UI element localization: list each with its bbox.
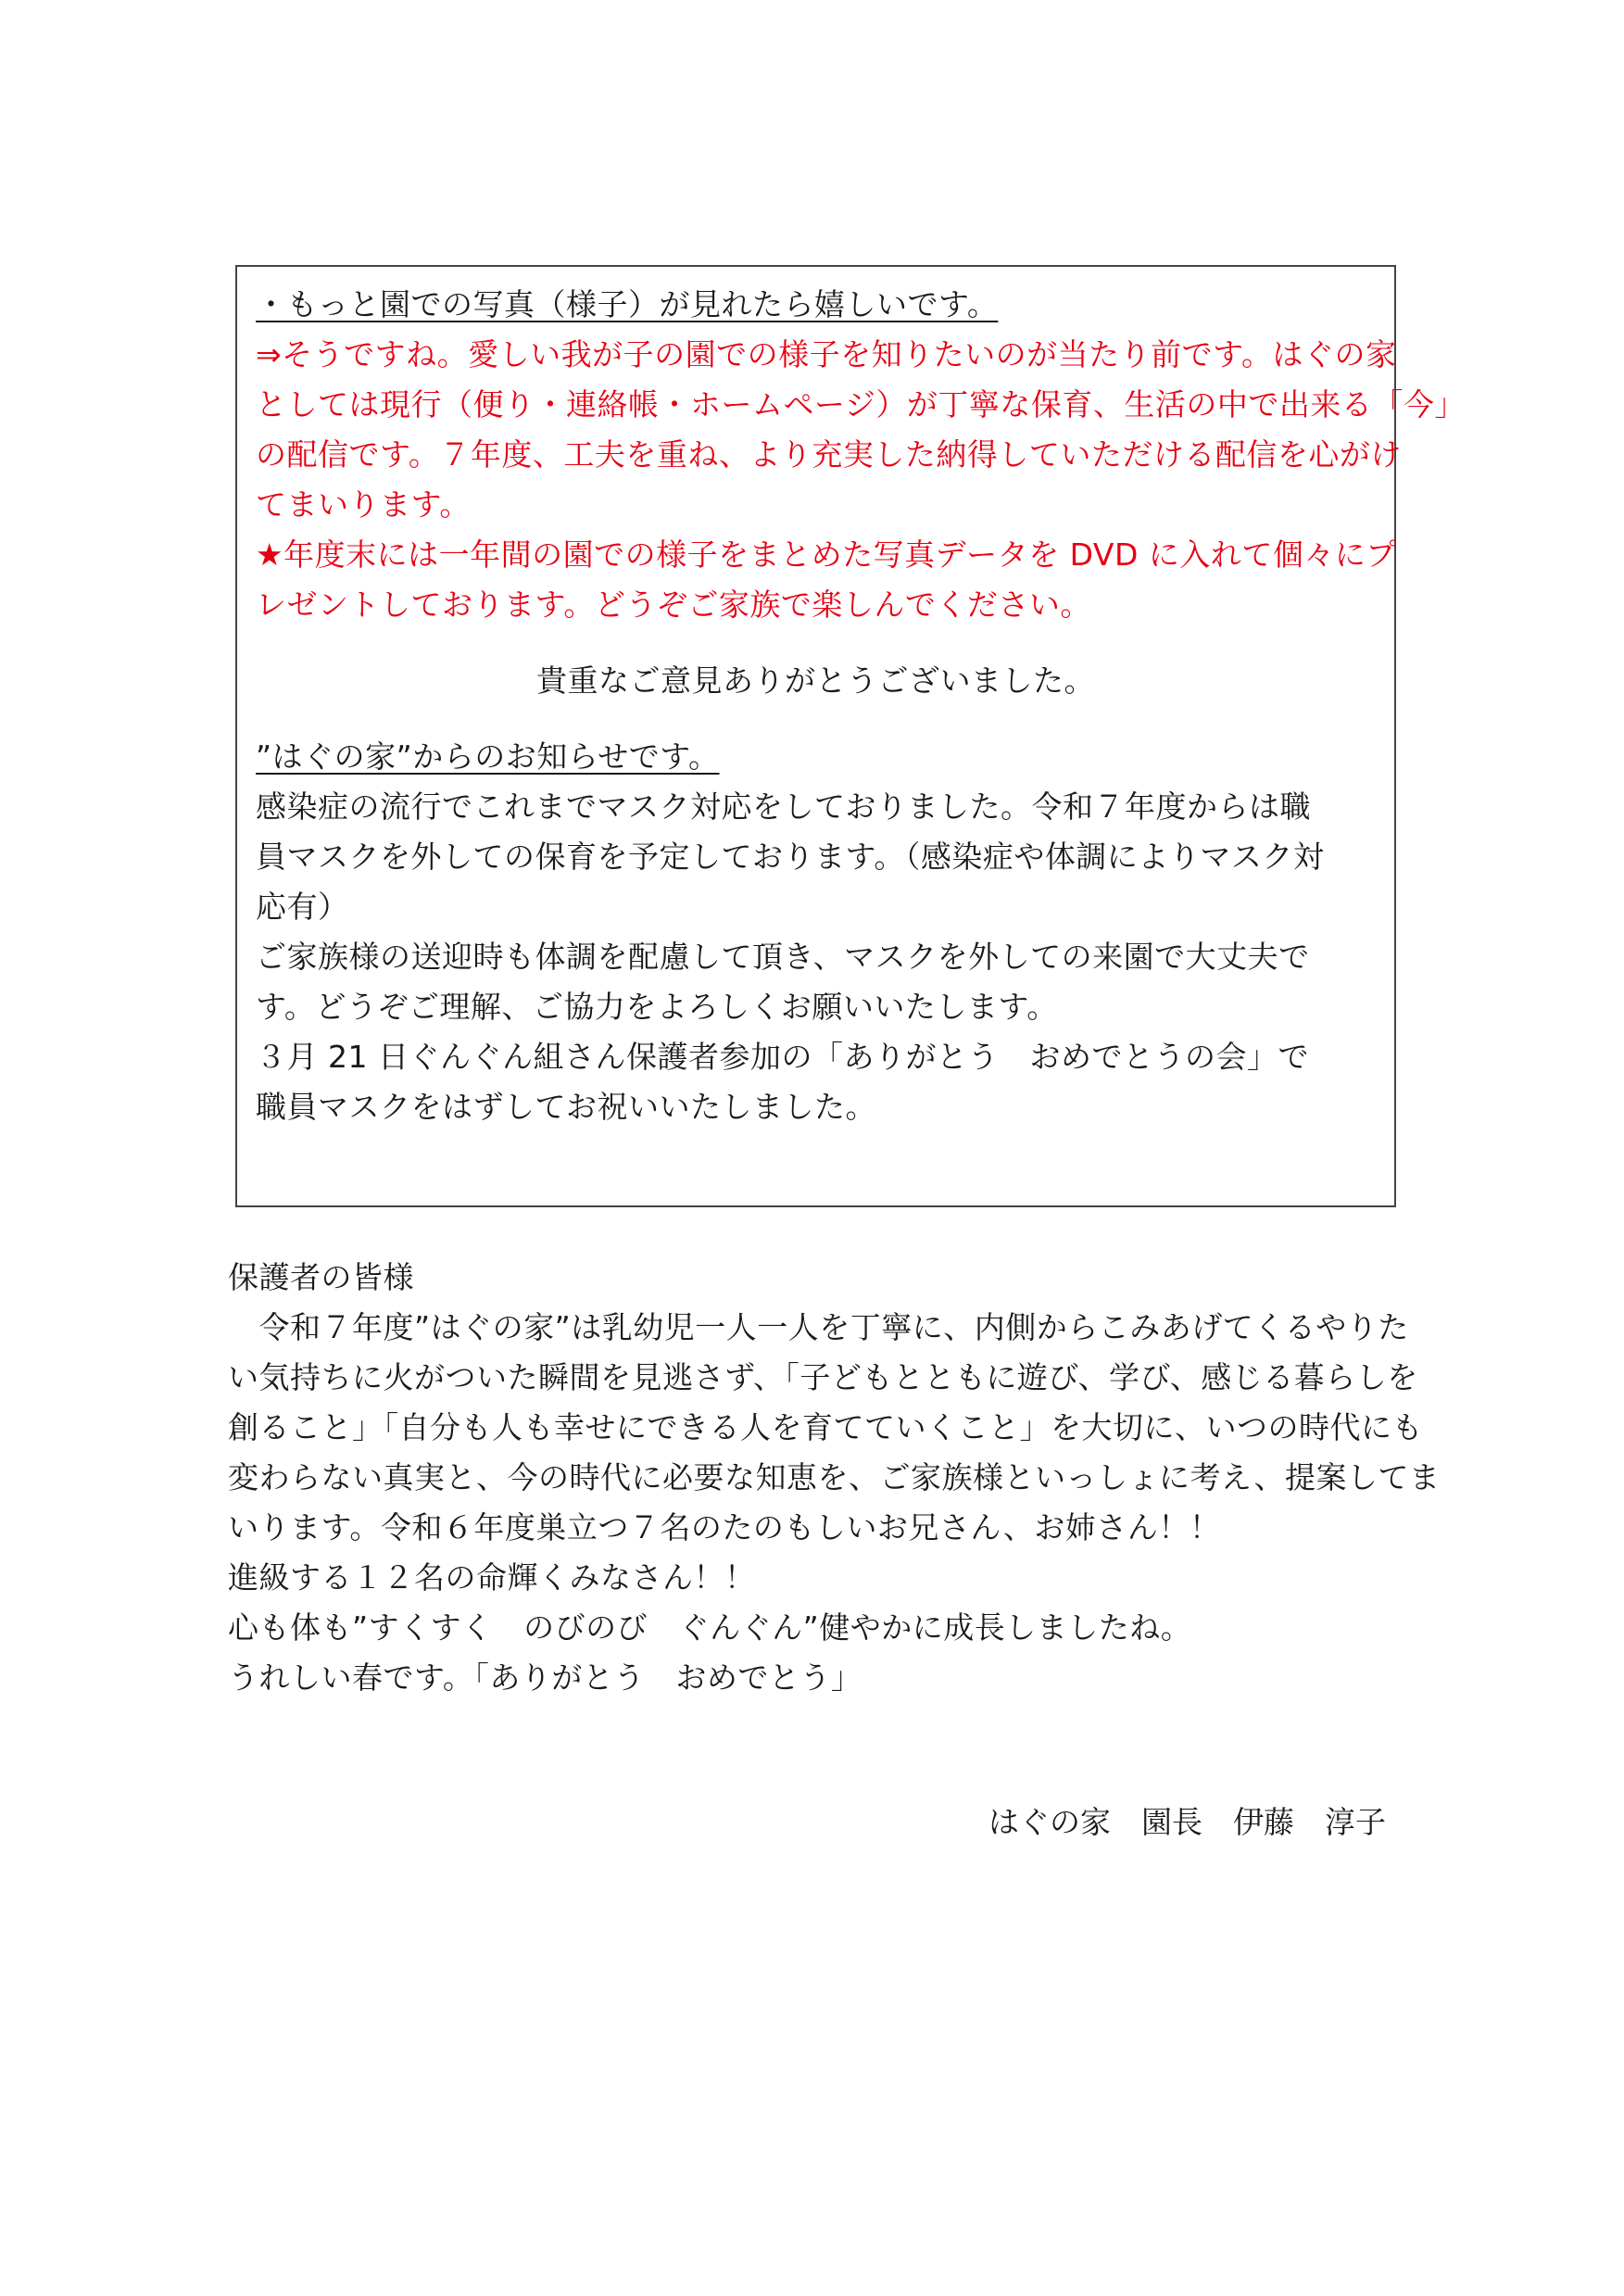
notice-line: 応有）	[256, 889, 349, 925]
answer-line: の配信です。７年度、工夫を重ね、より充実した納得していただける配信を心がけ	[256, 436, 1402, 473]
signature: はぐの家 園長 伊藤 淳子	[988, 1804, 1386, 1840]
salutation: 保護者の皆様	[228, 1259, 414, 1295]
letter-section	[228, 1253, 1441, 1703]
notice-title: ”はぐの家”からのお知らせです。	[256, 738, 720, 775]
letter-line: いります。令和６年度巣立つ７名のたのもしいお兄さん、お姉さん！！	[228, 1509, 1221, 1545]
letter-line: うれしい春です。「ありがとう おめでとう」	[228, 1659, 862, 1696]
notice-line: 員マスクを外しての保育を予定しております。（感染症や体調によりマスク対	[256, 839, 1325, 875]
answer-line: レゼントしております。どうぞご家族で楽しんでください。	[256, 587, 1091, 623]
answer-line: ⇒そうですね。愛しい我が子の園での様子を知りたいのが当たり前です。はぐの家	[256, 336, 1397, 372]
letter-line: 進級する１２名の命輝くみなさん！！	[228, 1559, 756, 1596]
question-line: ・もっと園での写真（様子）が見れたら嬉しいです。	[256, 286, 999, 322]
letter-line: 変わらない真実と、今の時代に必要な知恵を、ご家族様といっしょに考え、提案してま	[228, 1459, 1441, 1495]
feedback-box	[235, 265, 1466, 1207]
letter-line: い気持ちに火がついた瞬間を見逃さず、「子どもとともに遊び、学び、感じる暮らしを	[228, 1359, 1418, 1395]
notice-line: す。どうぞご理解、ご協力をよろしくお願いいたします。	[256, 989, 1058, 1025]
letter-line: 心も体も”すくすく のびのび ぐんぐん”健やかに成長しましたね。	[228, 1609, 1192, 1646]
answer-line: てまいります。	[256, 486, 471, 523]
answer-line: ★年度末には一年間の園での様子をまとめた写真データを DVD に入れて個々にプ	[256, 536, 1397, 573]
notice-line: 感染症の流行でこれまでマスク対応をしておりました。令和７年度からは職	[256, 788, 1311, 825]
notice-line: ご家族様の送迎時も体調を配慮して頂き、マスクを外しての来園で大丈夫で	[256, 939, 1310, 975]
notice-line: 職員マスクをはずしてお祝いいたしました。	[256, 1089, 876, 1125]
letter-line: 創ること」「自分も人も幸せにできる人を育てていくこと」を大切に、いつの時代にも	[228, 1409, 1423, 1445]
notice-line: ３月 21 日ぐんぐん組さん保護者参加の「ありがとう おめでとうの会」で	[256, 1039, 1309, 1075]
thanks-line: 貴重なご意見ありがとうございました。	[536, 662, 1095, 699]
letter-line: 令和７年度”はぐの家”は乳幼児一人一人を丁寧に、内側からこみあげてくるやりた	[228, 1309, 1409, 1345]
answer-line: としては現行（便り・連絡帳・ホームページ）が丁寧な保育、生活の中で出来る「今」	[256, 386, 1466, 423]
